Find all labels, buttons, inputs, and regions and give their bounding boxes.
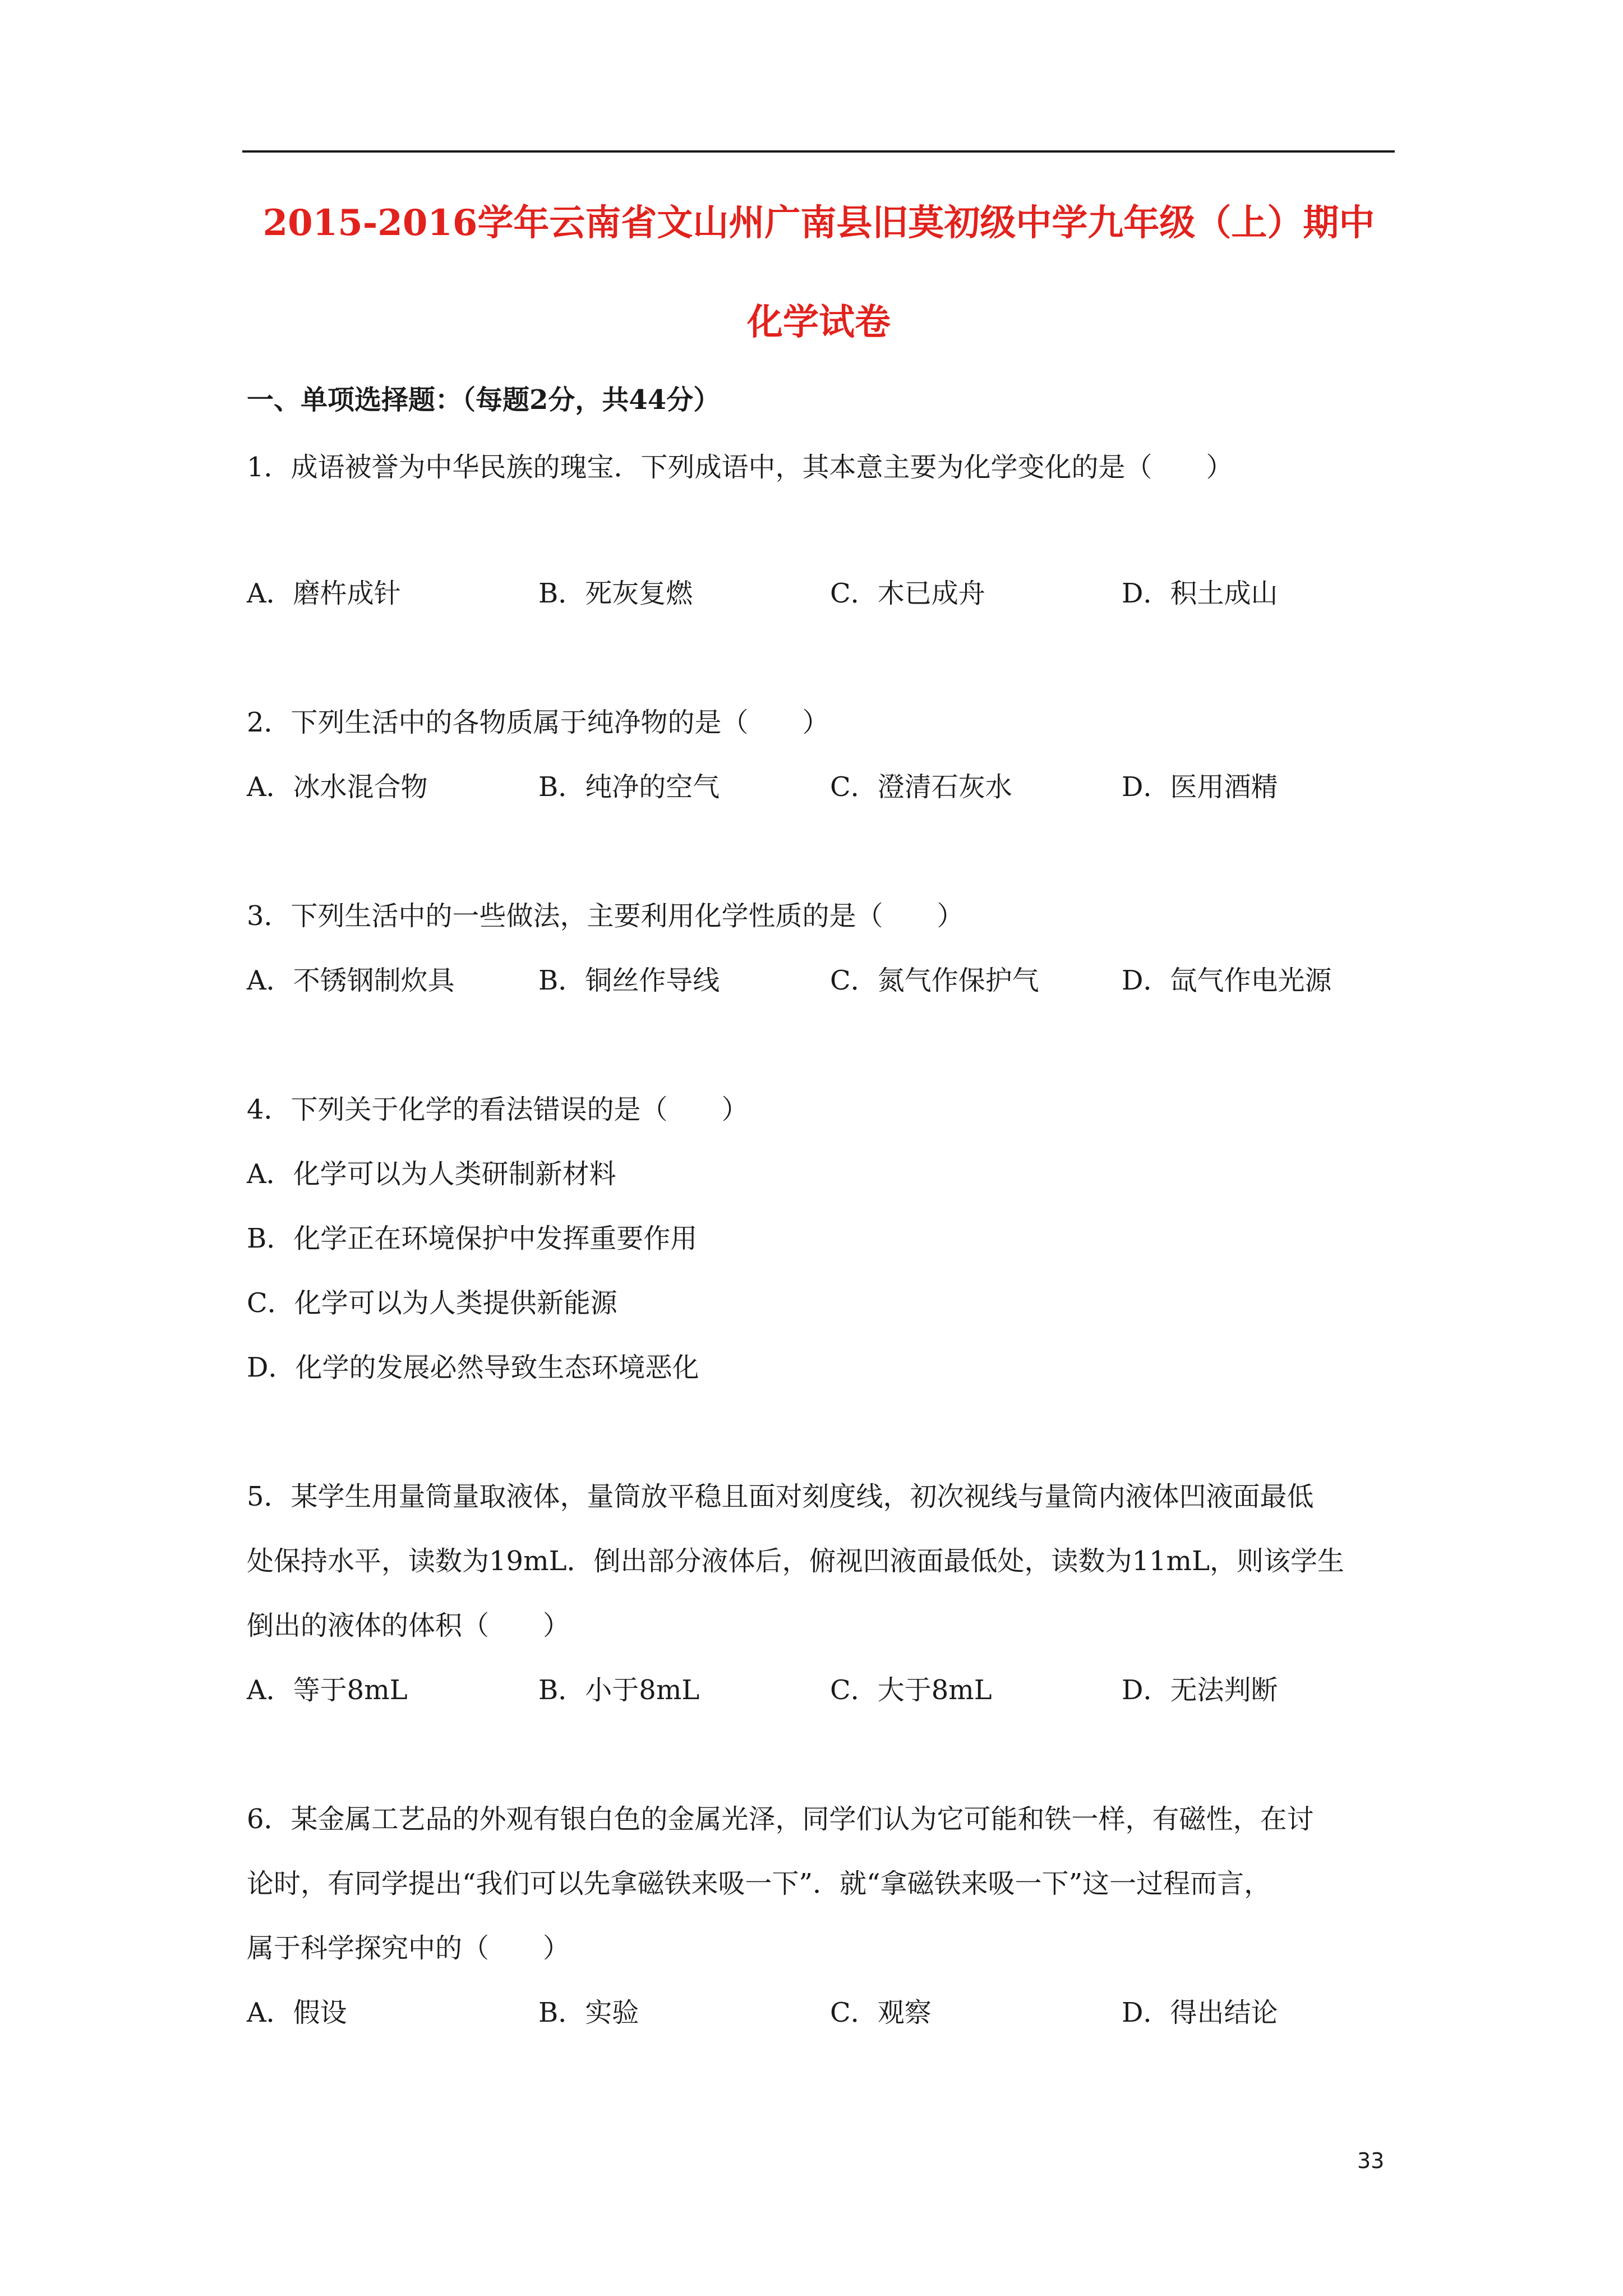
- question-2-option-c: C．澄清石灰水: [830, 771, 1012, 803]
- question-6-option-b: B．实验: [538, 1997, 639, 2028]
- question-1-option-b: B．死灰复燃: [538, 578, 693, 609]
- question-3-option-b: B．铜丝作导线: [538, 965, 720, 996]
- question-2-options: [247, 770, 1402, 804]
- question-3-options: [247, 964, 1402, 997]
- exam-title-line2: 化学试卷: [747, 301, 891, 343]
- question-3-option-c: C．氮气作保护气: [830, 965, 1039, 996]
- question-1-stem: 1．成语被誉为中华民族的瑰宝．下列成语中，其本意主要为化学变化的是（ ）: [247, 452, 1233, 483]
- question-1-options: [247, 577, 1402, 610]
- question-2-option-d: D．医用酒精: [1122, 771, 1278, 803]
- question-2-option-a: A．冰水混合物: [247, 771, 428, 803]
- question-5-option-c: C．大于8mL: [830, 1674, 992, 1706]
- question-2-stem: 2．下列生活中的各物质属于纯净物的是（ ）: [247, 707, 829, 738]
- header-rule: [242, 150, 1395, 153]
- question-6-stem-line2: 论时，有同学提出“我们可以先拿磁铁来吸一下”．就“拿磁铁来吸一下”这一过程而言，: [247, 1868, 1271, 1899]
- question-4-option-b: B．化学正在环境保护中发挥重要作用: [247, 1223, 698, 1254]
- question-3-option-d: D．氙气作电光源: [1122, 965, 1332, 996]
- question-3-stem: 3．下列生活中的一些做法，主要利用化学性质的是（ ）: [247, 900, 964, 932]
- question-1-option-a: A．磨杵成针: [247, 578, 401, 609]
- question-6-option-d: D．得出结论: [1122, 1997, 1278, 2028]
- question-4-option-a: A．化学可以为人类研制新材料: [247, 1158, 616, 1190]
- question-6-option-c: C．观察: [830, 1997, 932, 2028]
- question-1-option-d: D．积土成山: [1122, 578, 1278, 609]
- exam-title-line1: 2015-2016学年云南省文山州广南县旧莫初级中学九年级（上）期中: [262, 202, 1375, 244]
- question-5-stem-line1: 5．某学生用量筒量取液体，量筒放平稳且面对刻度线，初次视线与量筒内液体凹液面最低: [247, 1481, 1314, 1512]
- question-5-option-d: D．无法判断: [1122, 1674, 1278, 1706]
- question-1-option-c: C．木已成舟: [830, 578, 985, 609]
- question-5-options: [247, 1673, 1402, 1707]
- question-4-stem: 4．下列关于化学的看法错误的是（ ）: [247, 1094, 749, 1125]
- question-6-options: [247, 1996, 1402, 2030]
- question-6-stem-line3: 属于科学探究中的（ ）: [247, 1932, 570, 1964]
- question-5-stem-line2: 处保持水平，读数为19mL．倒出部分液体后，俯视凹液面最低处，读数为11mL，则该学生: [247, 1545, 1344, 1577]
- question-2-option-b: B．纯净的空气: [538, 771, 720, 803]
- question-5-option-a: A．等于8mL: [247, 1674, 408, 1706]
- section-heading: 一、单项选择题：（每题2分，共44分）: [247, 384, 721, 416]
- question-5-stem-line3: 倒出的液体的体积（ ）: [247, 1610, 570, 1641]
- question-4-option-d: D．化学的发展必然导致生态环境恶化: [247, 1352, 699, 1383]
- question-5-option-b: B．小于8mL: [538, 1674, 700, 1706]
- question-3-option-a: A．不锈钢制炊具: [247, 965, 455, 996]
- question-6-stem-line1: 6．某金属工艺品的外观有银白色的金属光泽，同学们认为它可能和铁一样，有磁性，在讨: [247, 1803, 1314, 1835]
- question-6-option-a: A．假设: [247, 1997, 347, 2028]
- question-4-option-c: C．化学可以为人类提供新能源: [247, 1287, 617, 1319]
- page-number: 33: [1357, 2148, 1385, 2173]
